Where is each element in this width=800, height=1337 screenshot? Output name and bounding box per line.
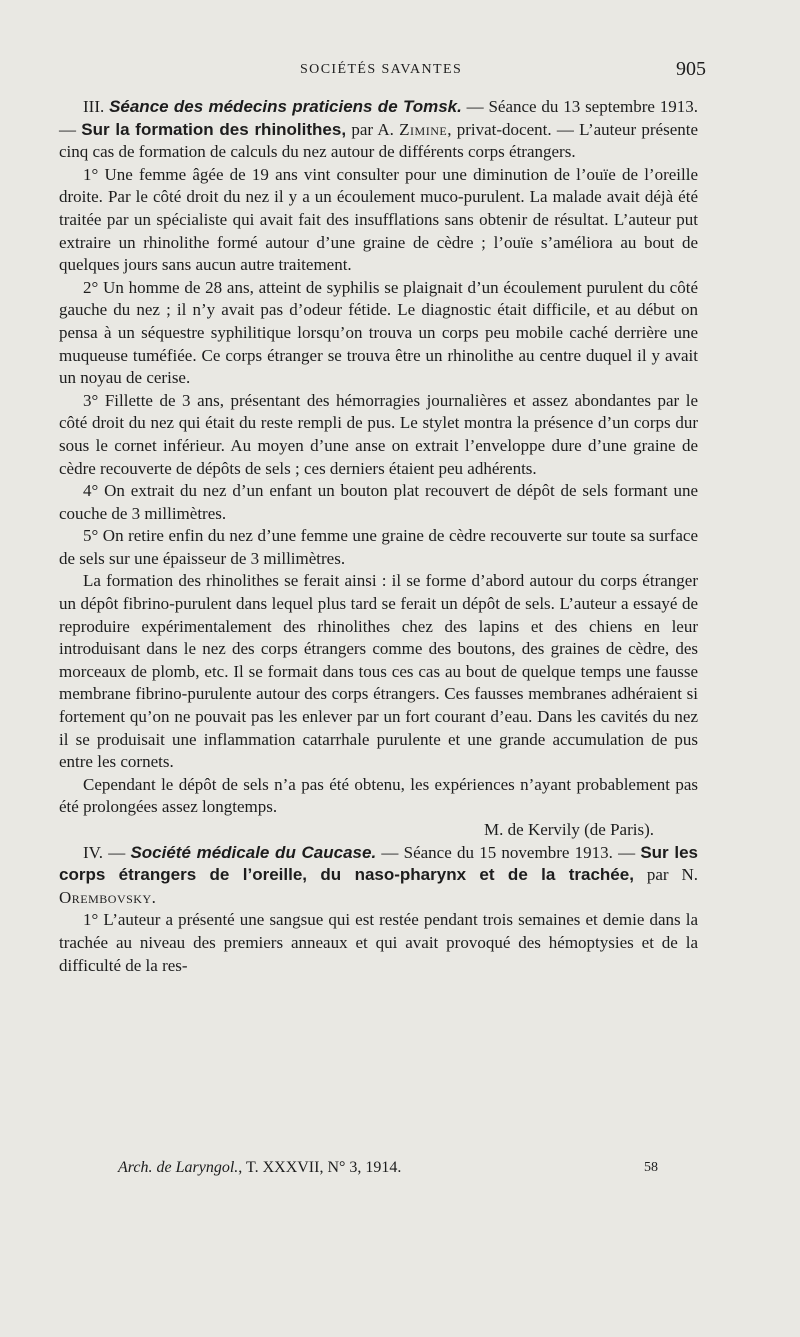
case-paragraph: 5° On retire enfin du nez d’une femme une graine de cèdre recouverte sur toute sa surface de sels sur une épaisseur de 3 millimètres. bbox=[59, 526, 698, 568]
article-title: Sur la formation des rhinolithes, bbox=[81, 119, 347, 139]
page-number: 905 bbox=[676, 58, 706, 80]
case-paragraph: 1° L’auteur a présenté une sangsue qui est restée pendant trois semaines et demie dans la trachée au niveau des premiers anneaux et qui avait provoqué des hémoptysies et de la difficulté de la res- bbox=[59, 910, 698, 975]
section-number: III. bbox=[83, 97, 105, 116]
section-3-heading-paragraph bbox=[59, 96, 698, 164]
case-paragraph: 3° Fillette de 3 ans, présentant des hémorragies journalières et assez abondantes par le côté droit du nez qui était du reste rempli de pus. Le stylet montra la présence d’un corps dur sous le cornet inférieur. Au moyen d’une anse on extrait l’enveloppe dure d’une graine de cèdre recouverte de dépôts de sels ; ces derniers étaient peu adhérents. bbox=[59, 390, 698, 478]
journal-citation bbox=[118, 1159, 401, 1177]
society-name: Société médicale du Caucase. bbox=[130, 842, 377, 862]
journal-volume: , T. XXXVII, N° 3, 1914. bbox=[238, 1159, 402, 1176]
page-header bbox=[60, 60, 706, 84]
conclusion-paragraph: Cependant le dépôt de sels n’a pas été obtenu, les expériences n’ayant probablement pas été prolongées assez longtemps. bbox=[59, 774, 698, 817]
session-date: — Séance du 13 septembre 1913. — bbox=[59, 97, 698, 139]
signature-mark: 58 bbox=[644, 1160, 658, 1175]
reviewer-signature: M. de Kervily (de Paris). bbox=[484, 820, 654, 839]
page-footer bbox=[118, 1159, 658, 1183]
section-4-heading-paragraph bbox=[59, 842, 698, 910]
section-number: IV. — bbox=[83, 842, 131, 862]
discussion-paragraph: La formation des rhinolithes se ferait ainsi : il se forme d’abord autour du corps étranger un dépôt fibrino-purulent dans lequel plus tard se ferait un dépôt de sels. L’auteur a essayé de reproduire expérimentalement des rhinolithes chez des lapins et des chiens en leur introduisant dans le nez des corps étrangers comme des boutons, des graines de cèdre, des morceaux de plomb, etc. Il se formait dans tous ces cas au bout de quelque temps une fausse membrane fibrino-purulente autour des corps étrangers. Ces fausses membranes adhéraient si fortement qu’on ne pouvait pas les enlever par un fort courant d’eau. Dans les cavités du nez il se produisait une inflammation catarrhale purulente et une grande accumulation de pus entre les cornets. bbox=[59, 571, 698, 772]
article-body bbox=[59, 96, 698, 977]
journal-name: Arch. de Laryngol. bbox=[118, 1159, 239, 1176]
case-paragraph: 2° Un homme de 28 ans, atteint de syphilis se plaignait d’un écoulement purulent du côté gauche du nez ; il n’y avait pas d’odeur fétide. Le diagnostic était difficile, et au début on pensa à un séquestre syphilitique lorsqu’on trouva un corps peu mobile caché derrière une muqueuse tuméfiée. Ce corps étranger se trouva être un rhinolithe au centre duquel il y avait un noyau de cerise. bbox=[59, 277, 698, 388]
byline-text: par N. bbox=[633, 865, 699, 885]
running-title: SOCIÉTÉS SAVANTES bbox=[300, 62, 463, 77]
author-name: Orembovsky bbox=[59, 887, 152, 907]
intro-text: , privat-docent. — L’auteur présente cinq cas de formation de calculs du nez autour de différents corps étrangers. bbox=[59, 119, 699, 162]
article-title: Sur les corps étrangers de l’oreille, du naso-pharynx et de la trachée, bbox=[59, 842, 698, 885]
society-name: Séance des médecins praticiens de Tomsk. bbox=[109, 97, 462, 116]
session-date: — Séance du 15 novembre 1913. — bbox=[376, 842, 641, 862]
heading-end-punctuation: . bbox=[151, 887, 156, 907]
case-paragraph: 1° Une femme âgée de 19 ans vint consulter pour une diminution de l’ouïe de l’oreille droite. Par le côté droit du nez il y a un écoulement muco-purulent. La malade avait déjà été traitée par un spécialiste qui avait fait des insufflations sans obtenir de résultat. L’auteur put extraire un rhinolithe formé autour d’une graine de cèdre ; l’ouïe s’améliora au bout de quelques jours sans aucun autre traitement. bbox=[59, 164, 698, 275]
author-name: Zimine bbox=[399, 119, 448, 139]
case-paragraph: 4° On extrait du nez d’un enfant un bouton plat recouvert de dépôt de sels formant une couche de 3 millimètres. bbox=[59, 481, 698, 523]
byline-text: par A. bbox=[346, 119, 400, 139]
